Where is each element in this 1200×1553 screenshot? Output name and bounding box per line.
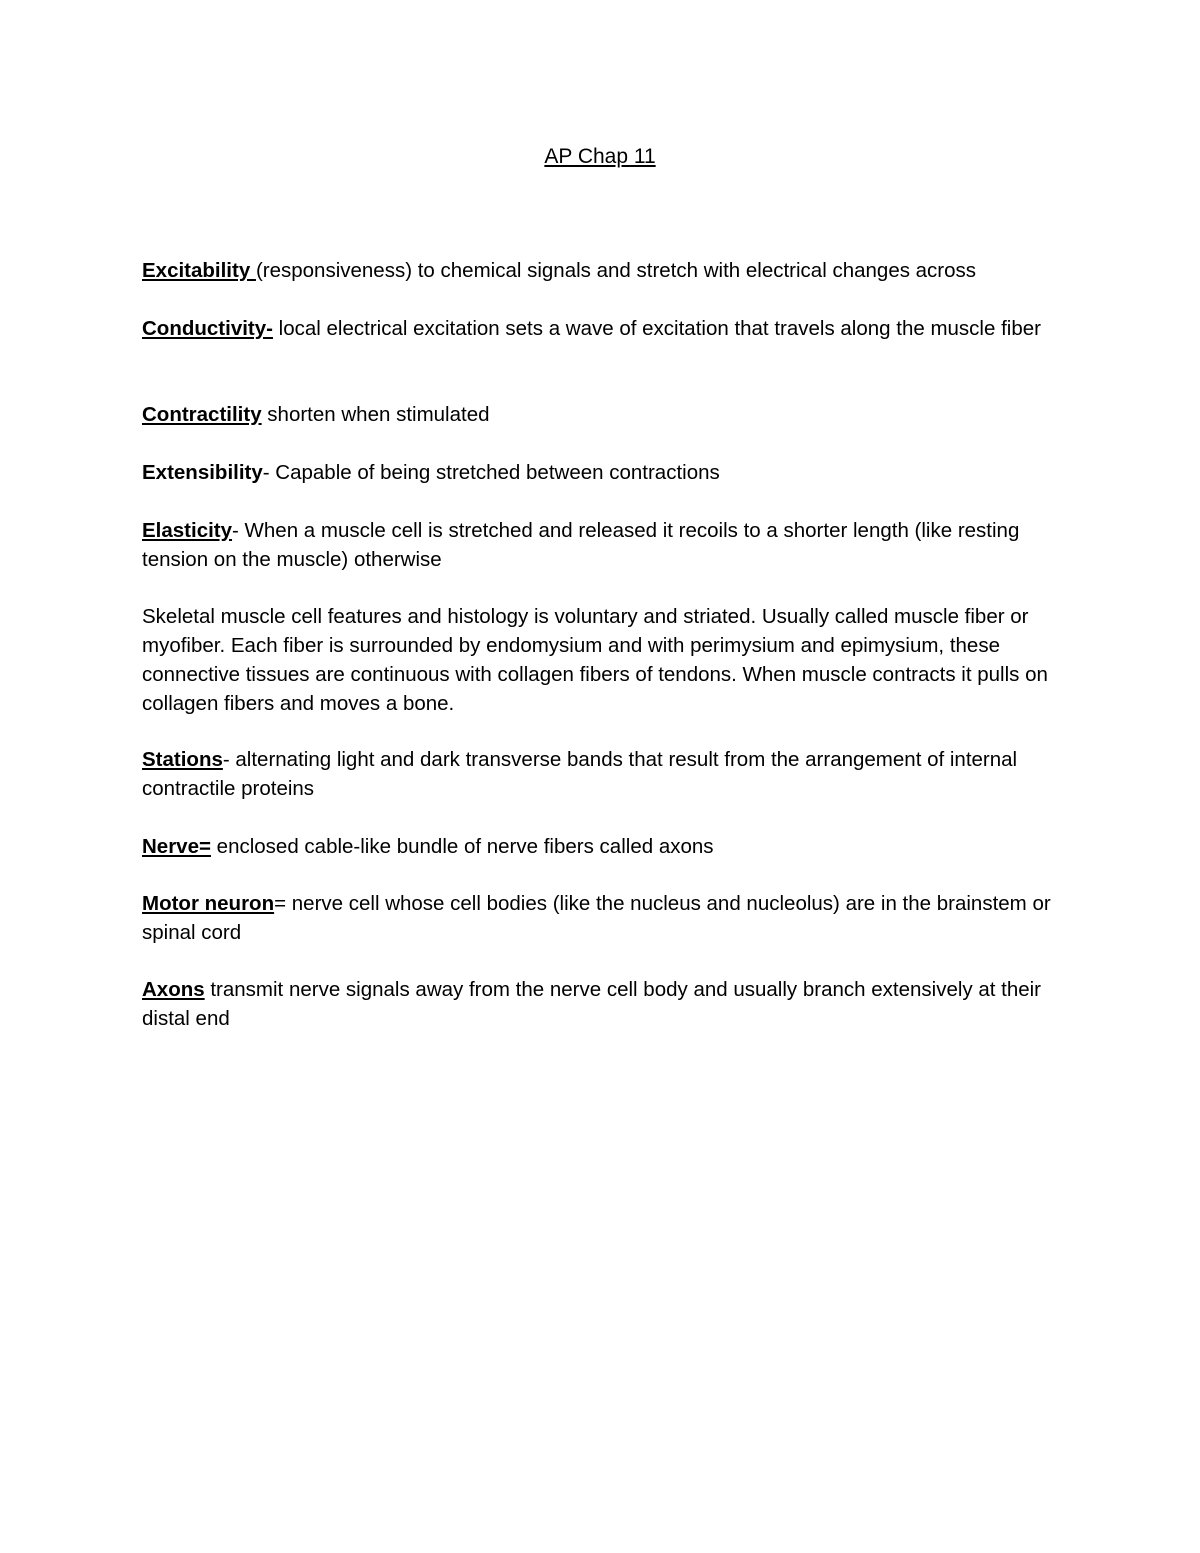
term-excitability: Excitability [142, 259, 256, 282]
term-axons: Axons [142, 978, 205, 1001]
paragraph-motor-neuron [142, 889, 1062, 947]
paragraph-conductivity [142, 314, 1062, 343]
paragraph-elasticity [142, 516, 1062, 574]
term-nerve: Nerve= [142, 835, 211, 858]
term-motor-neuron: Motor neuron [142, 892, 275, 915]
definition-elasticity: - When a muscle cell is stretched and released it recoils to a shorter length (like resting tension on the muscle) otherwise [142, 519, 1020, 571]
definition-nerve: enclosed cable-like bundle of nerve fibers called axons [210, 835, 714, 858]
definition-contractility: shorten when stimulated [261, 403, 490, 426]
paragraph-axons [142, 975, 1062, 1033]
term-contractility: Contractility [142, 403, 262, 426]
skeletal-muscle-text: Skeletal muscle cell features and histology is voluntary and striated. Usually called muscle fiber or myofiber. Each fiber is surrounded by endomysium and with perimysium and epimysium, these connective tissues are continuous with collagen fibers of tendons. When muscle contracts it pulls on collagen fibers and moves a bone. [142, 605, 1048, 715]
definition-conductivity: local electrical excitation sets a wave of excitation that travels along the muscle fiber [272, 317, 1041, 340]
document-title: AP Chap 11 [544, 145, 656, 168]
paragraph-extensibility [142, 458, 1062, 487]
paragraph-nerve [142, 832, 1062, 861]
term-stations: Stations [142, 748, 223, 771]
term-elasticity: Elasticity [142, 519, 233, 542]
paragraph-contractility [142, 400, 1062, 429]
definition-extensibility: - Capable of being stretched between contractions [262, 461, 720, 484]
paragraph-excitability [142, 256, 1062, 285]
definition-stations: - alternating light and dark transverse bands that result from the arrangement of internal contractile proteins [142, 748, 1018, 800]
definition-motor-neuron: = nerve cell whose cell bodies (like the nucleus and nucleolus) are in the brainstem or spinal cord [142, 892, 1051, 944]
definition-axons: transmit nerve signals away from the nerve cell body and usually branch extensively at their distal end [142, 978, 1042, 1030]
term-extensibility: Extensibility [142, 461, 263, 484]
paragraph-skeletal-muscle [142, 602, 1062, 718]
paragraph-stations [142, 745, 1062, 803]
term-conductivity: Conductivity- [142, 317, 273, 340]
definition-excitability: (responsiveness) to chemical signals and stretch with electrical changes across [255, 259, 977, 282]
